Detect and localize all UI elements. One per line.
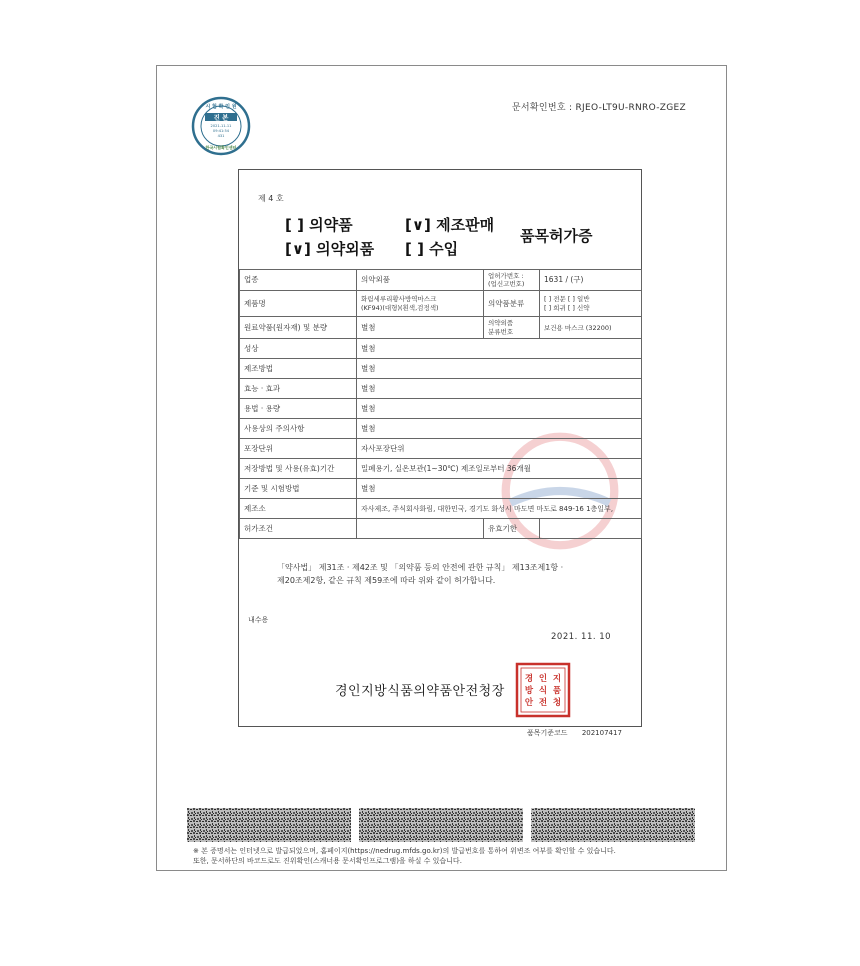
classification-line2: [ ] 희귀 [ ] 신약 — [544, 303, 590, 312]
license-number-value: 1631 / (구) — [540, 270, 642, 291]
barcode-3 — [531, 808, 695, 842]
product-name-label: 제품명 — [240, 291, 357, 317]
precautions-label: 사용상의 주의사항 — [240, 419, 357, 439]
quasi-class-label — [484, 317, 540, 339]
checkbox-quasi-drug: [∨] 의약외품 — [285, 240, 375, 258]
quasi-class-value: 보건용 마스크 (32200) — [540, 317, 642, 339]
industry-value: 의약외품 — [357, 270, 484, 291]
svg-text:시 험 확 인 원: 시 험 확 인 원 — [205, 104, 237, 110]
efficacy-value: 별첨 — [357, 379, 642, 399]
expiry-value — [540, 519, 642, 539]
product-name-line2: (KF94)(대형)(흰색,검정색) — [361, 303, 439, 312]
item-code-label: 품목기준코드 — [527, 729, 568, 737]
product-info-table — [239, 269, 642, 539]
svg-text:진 본: 진 본 — [213, 113, 229, 122]
expiry-label: 유효기한 — [484, 519, 540, 539]
quasi-class-label-line1: 의약외품 — [488, 318, 514, 327]
legal-statement-line1: 「약사법」 제31조 · 제42조 및 「의약품 등의 안전에 관한 규칙」 제13조제1항 · — [277, 563, 564, 572]
dosage-label: 용법 · 용량 — [240, 399, 357, 419]
manufacturer-value: 자사제조, 주식회사화림, 대한민국, 경기도 화성시 마도면 마도로 849-16 1층일부, — [357, 499, 642, 519]
license-number-label-line1: 업허가번호 : — [488, 272, 524, 280]
item-code — [527, 728, 622, 738]
classification-line1: [ ] 전문 [ ] 일반 — [544, 294, 590, 303]
storage-label: 저장방법 및 사용(유효)기간 — [240, 459, 357, 479]
certificate-frame — [238, 169, 642, 727]
official-stamp — [515, 662, 571, 718]
legal-statement-line2: 제20조제2항, 같은 규칙 제59조에 따라 위와 같이 허가합니다. — [277, 576, 496, 585]
dosage-value: 별첨 — [357, 399, 642, 419]
classification-label: 의약품분류 — [484, 291, 540, 317]
manufacturing-value: 별첨 — [357, 359, 642, 379]
svg-text:방: 방 — [524, 686, 534, 696]
license-number-label — [484, 270, 540, 291]
efficacy-label: 효능 · 효과 — [240, 379, 357, 399]
svg-text:인: 인 — [538, 674, 548, 684]
quasi-class-label-line2: 분류번호 — [488, 327, 514, 336]
verification-barcodes — [187, 808, 699, 844]
appearance-label: 성상 — [240, 339, 357, 359]
product-name-line1: 화림세루리황사방역마스크 — [361, 294, 437, 303]
certificate-title: 품목허가증 — [520, 227, 593, 245]
svg-text:식: 식 — [538, 686, 548, 696]
internal-use-label: 내수용 — [248, 616, 269, 624]
svg-text:09:41:54: 09:41:54 — [212, 129, 230, 133]
issuer-name: 경인지방식품의약품안전청장 — [335, 684, 505, 699]
manufacturer-label: 제조소 — [240, 499, 357, 519]
legal-statement — [277, 561, 617, 587]
svg-text:2021-11-11: 2021-11-11 — [210, 124, 232, 128]
standards-label: 기준 및 시험방법 — [240, 479, 357, 499]
packaging-value: 자사포장단위 — [357, 439, 642, 459]
storage-value: 밀폐용기, 실온보관(1~30℃) 제조일로부터 36개월 — [357, 459, 642, 479]
svg-text:안: 안 — [524, 698, 534, 708]
product-name-value — [357, 291, 484, 317]
ingredients-value: 별첨 — [357, 317, 484, 339]
barcode-2 — [359, 808, 523, 842]
footer-note-line2: 또한, 문서하단의 바코드로도 진위확인(스캐너용 문서확인프로그램)을 하실 수 있습니다. — [193, 857, 462, 865]
footer-note-line1: ※ 본 증명서는 인터넷으로 발급되었으며, 홈페이지(https://nedrug.mfds.go.kr)의 발급번호를 통하여 위변조 여부를 확인할 수 있습니다. — [193, 847, 616, 855]
svg-text:경: 경 — [524, 674, 534, 684]
svg-text:한국시험확인센터: 한국시험확인센터 — [205, 145, 237, 150]
industry-label: 업종 — [240, 270, 357, 291]
conditions-value — [357, 519, 484, 539]
svg-text:전: 전 — [538, 698, 548, 708]
document-page — [156, 65, 727, 871]
ingredients-label: 원료약품(원자재) 및 분량 — [240, 317, 357, 339]
checkbox-pharmaceutical: [ ] 의약품 — [285, 216, 353, 234]
manufacturing-label: 제조방법 — [240, 359, 357, 379]
checkbox-import: [ ] 수입 — [405, 240, 459, 258]
license-number-label-line2: (업신고번호) — [488, 280, 525, 288]
authenticity-seal — [191, 96, 251, 156]
form-number: 제 4 호 — [258, 194, 284, 203]
svg-text:청: 청 — [552, 698, 562, 708]
standards-value: 별첨 — [357, 479, 642, 499]
checkbox-manufacture-sale: [∨] 제조판매 — [405, 216, 495, 234]
appearance-value: 별첨 — [357, 339, 642, 359]
packaging-label: 포장단위 — [240, 439, 357, 459]
item-code-value: 202107417 — [581, 729, 622, 737]
svg-text:품: 품 — [552, 686, 562, 696]
issue-date: 2021. 11. 10 — [551, 632, 612, 642]
document-number: 문서확인번호 : RJEO-LT9U-RNRO-ZGEZ — [511, 103, 686, 113]
conditions-label: 허가조건 — [240, 519, 357, 539]
precautions-value: 별첨 — [357, 419, 642, 439]
classification-value — [540, 291, 642, 317]
svg-text:431: 431 — [217, 134, 225, 138]
svg-text:지: 지 — [552, 674, 562, 684]
footer-note — [193, 846, 713, 866]
barcode-1 — [187, 808, 351, 842]
